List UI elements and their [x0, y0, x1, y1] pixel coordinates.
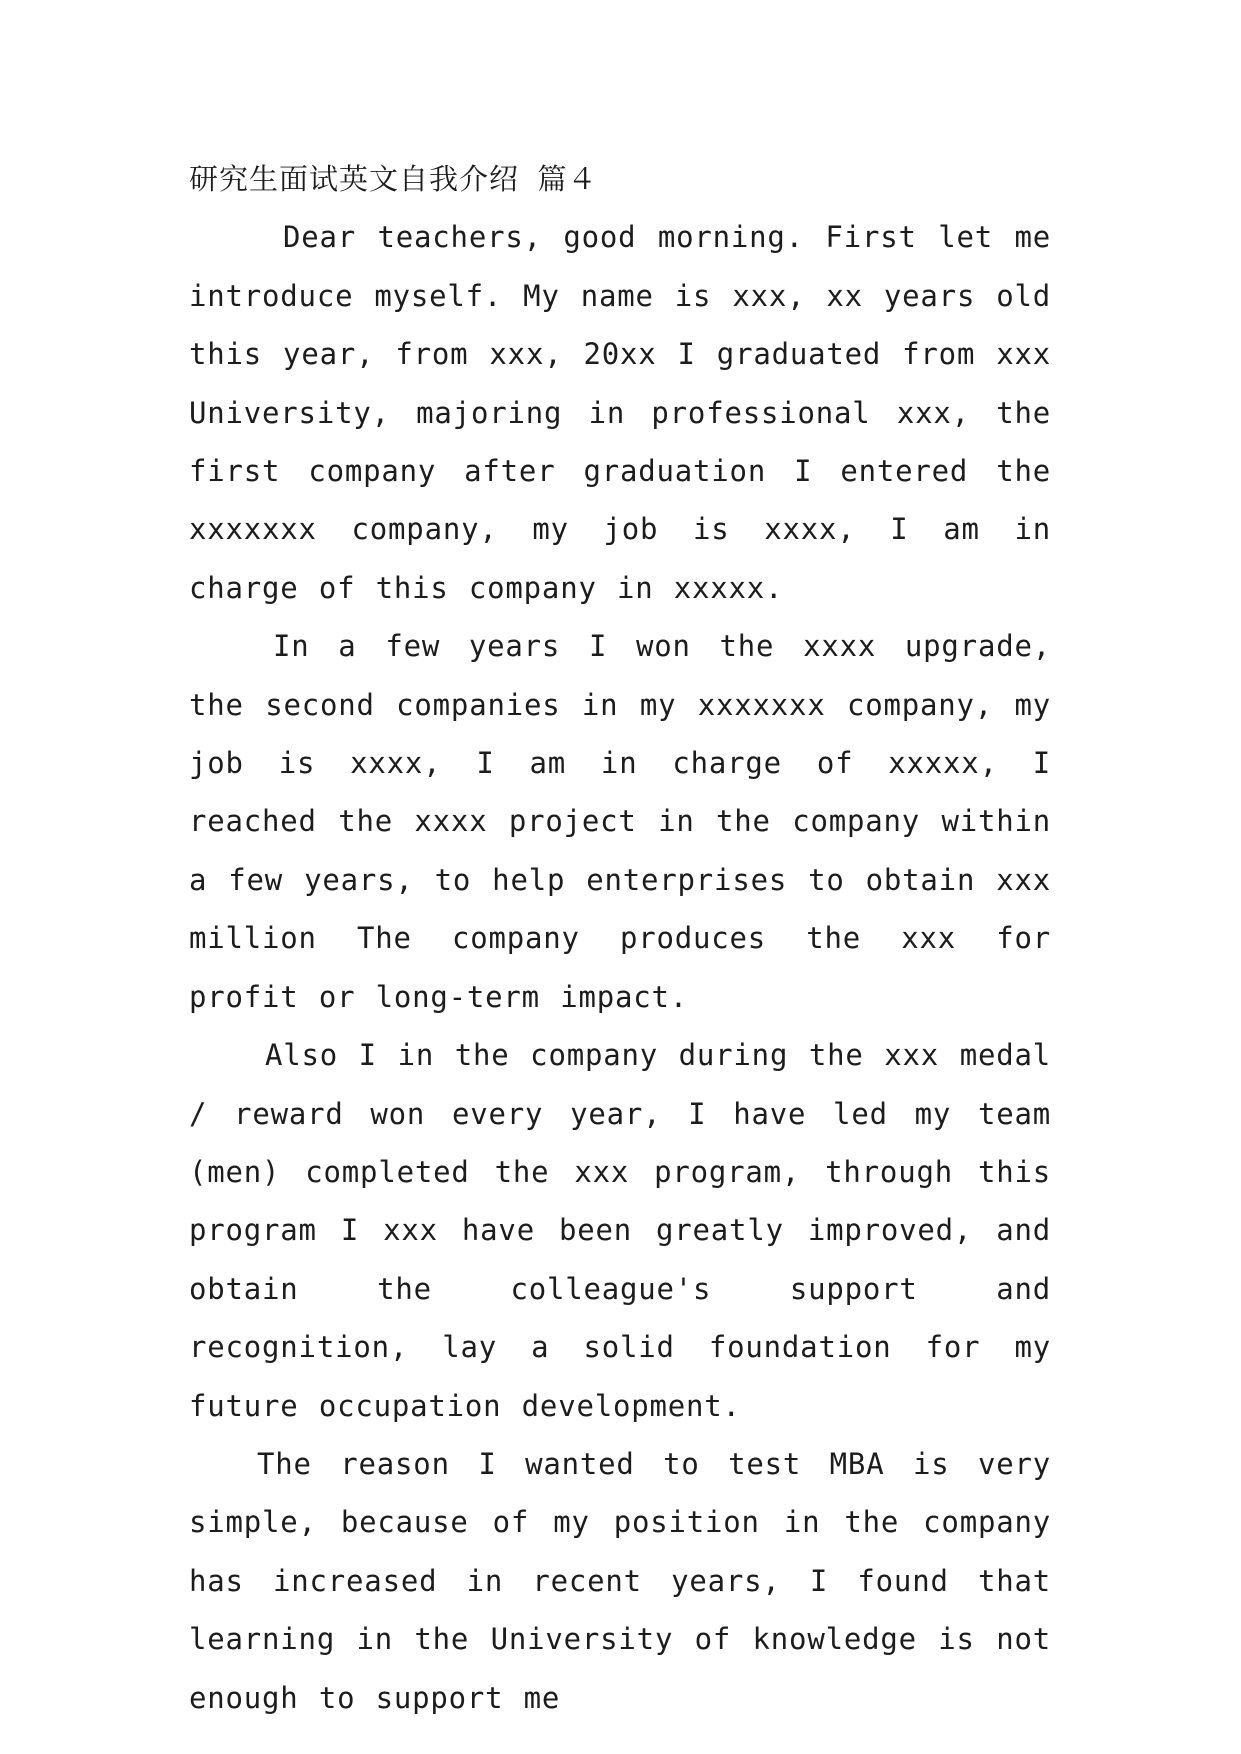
paragraph-introduction: Dear teachers, good morning. First let me introduce myself. My name is xxx, xx years old this year, from xxx, 20xx I graduated from xxx University, majoring in professional xxx, the first company after graduation I entered the xxxxxxx company, my job is xxxx, I am in charge of this company in xxxxx. — [189, 220, 1051, 605]
section-title: 研究生面试英文自我介绍 篇４ — [189, 162, 598, 196]
paragraph-achievements: Also I in the company during the xxx medal / reward won every year, I have led my team (men) completed the xxx program, through this program I xxx have been greatly improved, and obtain the colleague's support and recognition, lay a solid foundation for my future occupation development. — [189, 1038, 1051, 1423]
paragraph-mba-reason: The reason I wanted to test MBA is very simple, because of my position in the company has increased in recent years, I found that learning in the University of knowledge is not enough to support me — [189, 1446, 1051, 1715]
document-body — [189, 150, 1051, 1727]
paragraph-career-progress: In a few years I won the xxxx upgrade, the second companies in my xxxxxxx company, my job is xxxx, I am in charge of xxxxx, I reached the xxxx project in the company within a few years, to help enterprises to obtain xxx million The company produces the xxx for profit or long-term impact. — [189, 629, 1051, 1014]
